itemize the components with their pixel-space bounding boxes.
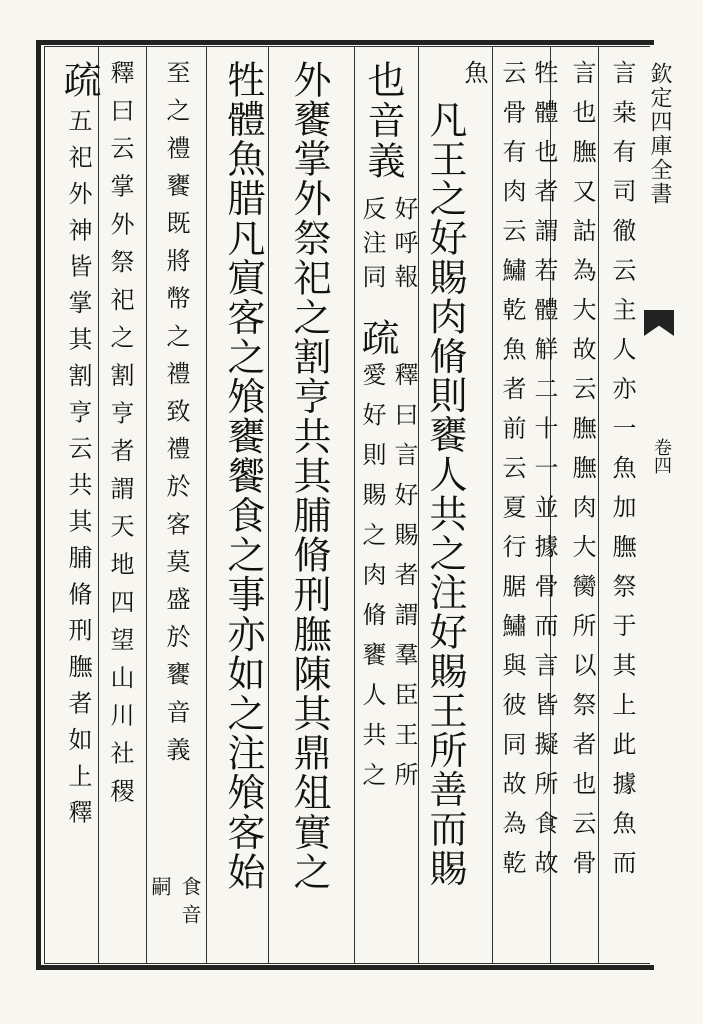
text-column: 牲體也者謂若體觧二十一並據骨而言皆擬所食故: [530, 60, 558, 890]
annotation-text: 反注同: [358, 196, 386, 298]
book-title: 欽定四庫全書: [647, 62, 672, 206]
text-column: 釋曰云掌外祭祀之割亨者謂天地四望山川社稷: [106, 60, 134, 816]
shu-marker: 疏: [57, 60, 101, 101]
annotation-column: [360, 196, 384, 298]
text-column: 外饔掌外祭祀之割亨共其脯脩刑膴陳其鼎俎實之: [287, 60, 331, 892]
annotation-text: 好呼報: [390, 196, 418, 298]
column-rule: [598, 46, 599, 964]
juan-number: 卷四: [651, 438, 672, 474]
text-column: [361, 60, 405, 182]
column-rule: [98, 46, 99, 964]
annotation-column: 愛好則賜之肉脩饔人共之: [358, 362, 386, 802]
main-text: 也音義: [361, 60, 405, 182]
text-column: 凡王之好賜肉脩則饔人共之注好賜王所善而賜: [423, 100, 467, 888]
annotation-column: 食音: [178, 876, 202, 932]
annotation-column: 嗣: [148, 876, 172, 912]
text-column: 魚: [460, 60, 488, 100]
fishtail-mark: [644, 310, 674, 336]
text-column: 云骨有肉云鱐乾魚者前云夏行腒鱐與彼同故為乾: [498, 60, 526, 890]
column-rule: [354, 46, 355, 964]
column-rule: [206, 46, 207, 964]
text-column: 五祀外神皆掌其割亨云共其脯脩刑膴者如上釋: [64, 108, 92, 836]
inner-border: [44, 46, 650, 964]
column-rule: [492, 46, 493, 964]
text-column: 言也膴又詁為大故云膴膴肉大臠所以祭者也云骨: [568, 60, 596, 890]
text-column: 牲體魚腊凡賔客之飧饔饗食之事亦如之注飧客始: [221, 60, 265, 892]
annotation-column: [392, 196, 416, 298]
column-rule: [268, 46, 269, 964]
annotation-column: 釋曰言好賜者謂羣臣王所: [390, 362, 418, 802]
column-rule: [146, 46, 147, 964]
shu-marker: 疏: [355, 318, 399, 359]
main-text: 至之禮饔既將幣之禮致禮於客莫盛於饔音義: [162, 60, 190, 775]
text-column: [164, 60, 188, 774]
column-rule: [418, 46, 419, 964]
text-column: 言桒有司徹云主人亦一魚加膴祭于其上此據魚而: [608, 60, 636, 890]
